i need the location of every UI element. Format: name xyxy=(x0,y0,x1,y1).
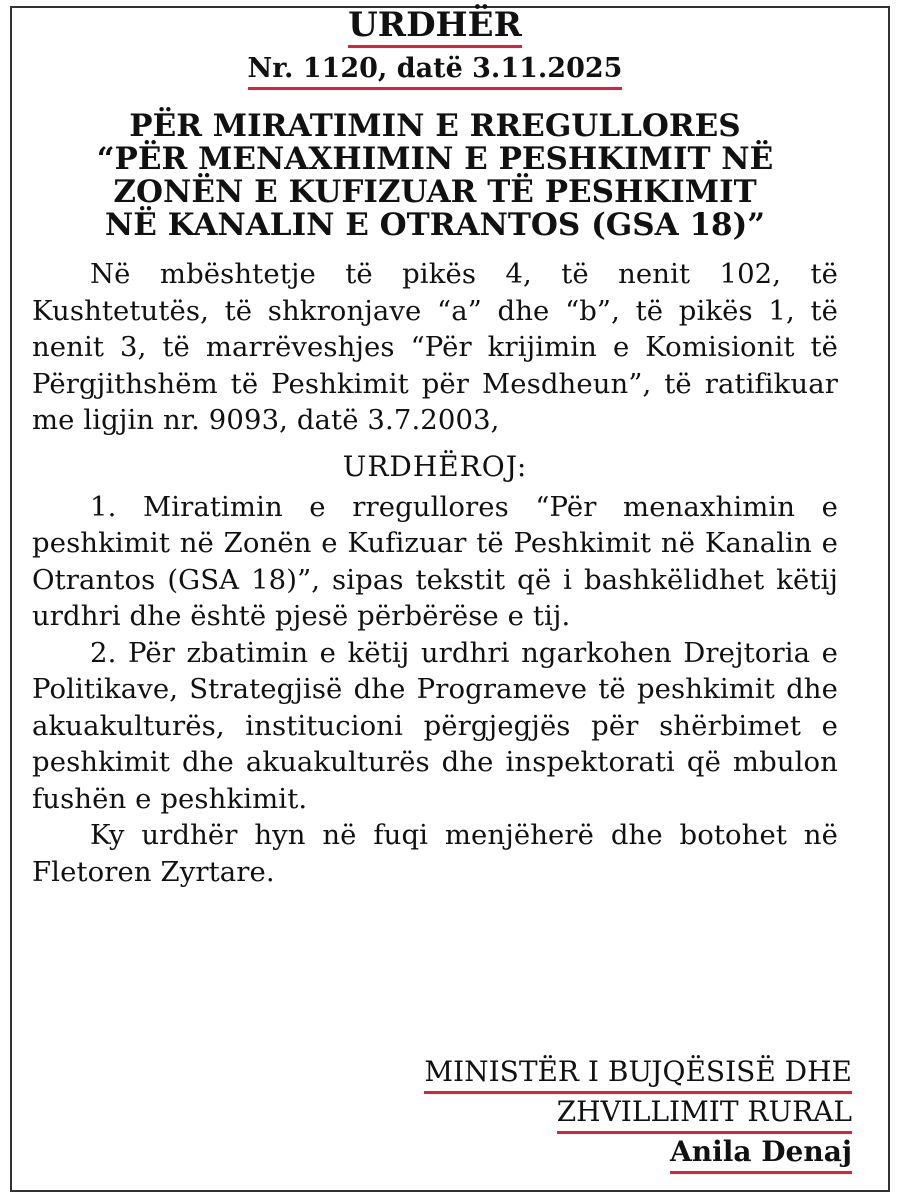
order-document xyxy=(32,6,838,890)
document-heading xyxy=(32,110,838,242)
document-title: URDHËR xyxy=(348,6,522,48)
signature-name: Anila Denaj xyxy=(670,1134,852,1174)
order-word: URDHËROJ: xyxy=(342,449,528,483)
preamble-paragraph: Në mbështetje të pikës 4, të nenit 102, të Kushtetutës, të shkronjave “a” dhe “b”, të pikës 1, të nenit 3, të marrëveshjes “Për krijimin e Komisionit të Përgjithshëm të Peshkimit për Mesdheun”, të ratifikuar me ligjin nr. 9093, datë 3.7.2003, xyxy=(32,258,838,436)
signature-position-line2: ZHVILLIMIT RURAL xyxy=(557,1094,852,1134)
signature-block xyxy=(424,1054,852,1174)
title-block xyxy=(32,6,838,90)
signature-position-line1: MINISTËR I BUJQËSISË DHE xyxy=(424,1054,852,1094)
point-2-paragraph: 2. Për zbatimin e këtij urdhri ngarkohen Drejtoria e Politikave, Strategjisë dhe Programeve të peshkimit dhe akuakulturës, institucioni përgjegjës për shërbimet e peshkimit dhe akuakulturës dhe inspektorati që mbulon fushën e peshkimit. xyxy=(32,636,838,815)
point-1-paragraph: 1. Miratimin e rregullores “Për menaxhimin e peshkimit në Zonën e Kufizuar të Peshkimit në Kanalin e Otrantos (GSA 18)”, sipas tekstit që i bashkëlidhet këtij urdhri dhe është pjesë përbërëse e tij. xyxy=(32,490,838,632)
document-number-date: Nr. 1120, datë 3.11.2025 xyxy=(248,52,623,90)
heading-line: ZONËN E KUFIZUAR TË PESHKIMIT xyxy=(113,174,757,210)
heading-line: PËR MIRATIMIN E RREGULLORES xyxy=(129,108,741,144)
heading-line: NË KANALIN E OTRANTOS (GSA 18)” xyxy=(104,207,766,243)
heading-line: “PËR MENAXHIMIN E PESHKIMIT NË xyxy=(96,141,774,177)
closing-paragraph: Ky urdhër hyn në fuqi menjëherë dhe botohet në Fletoren Zyrtare. xyxy=(32,819,838,888)
